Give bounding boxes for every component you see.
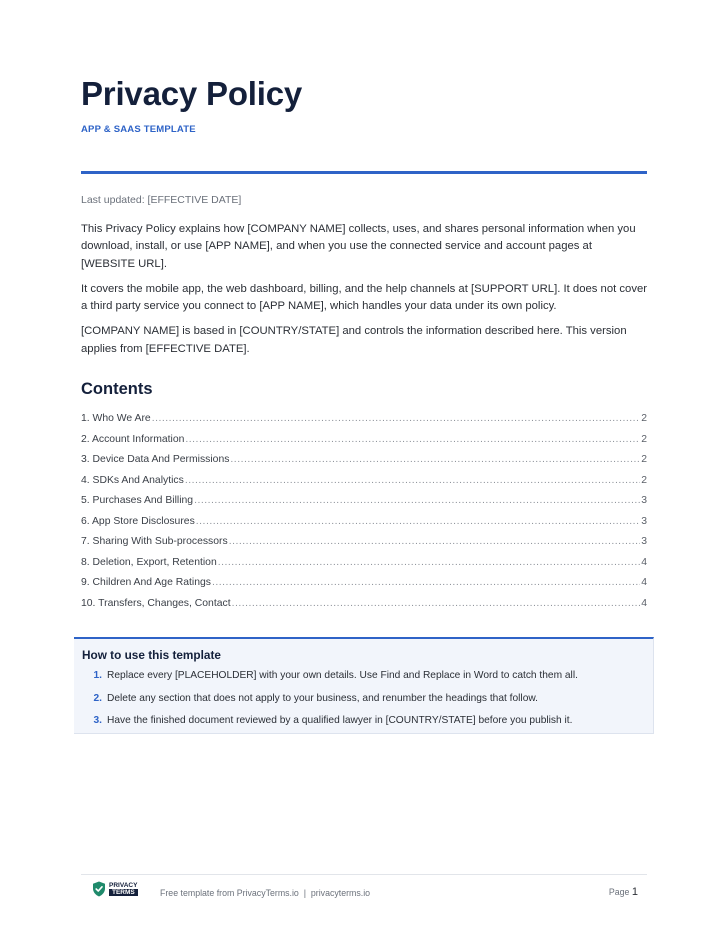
toc-entry[interactable] bbox=[81, 495, 647, 516]
table-of-contents bbox=[81, 413, 647, 618]
how-to-use-title: How to use this template bbox=[82, 648, 221, 662]
how-to-use-item-number: 3. bbox=[93, 715, 102, 726]
toc-entry-page: 4 bbox=[641, 577, 647, 588]
last-updated: Last updated: [EFFECTIVE DATE] bbox=[81, 194, 242, 206]
how-to-use-item-number: 2. bbox=[93, 692, 102, 704]
toc-entry-label: 5. Purchases And Billing bbox=[81, 495, 194, 506]
intro-paragraph: This Privacy Policy explains how [COMPANY NAME] collects, uses, and shares personal information when you download, install, or use [APP NAME], and when you use the connected service and account pages at [WEBSITE URL]. bbox=[81, 223, 636, 270]
toc-entry-label: 4. SDKs And Analytics bbox=[81, 474, 184, 486]
toc-entry-page: 2 bbox=[641, 454, 647, 465]
toc-entry[interactable] bbox=[81, 434, 647, 455]
toc-entry-page: 4 bbox=[641, 556, 647, 568]
how-to-use-item-number: 1. bbox=[93, 670, 102, 681]
shield-check-icon bbox=[92, 881, 106, 897]
toc-entry-page: 3 bbox=[641, 536, 647, 547]
toc-entry-label: 1. Who We Are bbox=[81, 413, 151, 424]
page-subtitle: APP & SAAS TEMPLATE bbox=[81, 124, 196, 135]
logo-wordmark bbox=[109, 882, 138, 896]
toc-leader-dots bbox=[232, 598, 641, 609]
toc-leader-dots bbox=[212, 577, 640, 588]
toc-entry-page: 3 bbox=[641, 495, 647, 506]
how-to-use-list bbox=[82, 670, 642, 738]
toc-entry[interactable] bbox=[81, 536, 647, 557]
page-label: Page bbox=[608, 887, 630, 897]
how-to-use-item bbox=[82, 670, 642, 693]
toc-leader-dots bbox=[152, 413, 641, 424]
toc-entry-label: 7. Sharing With Sub-processors bbox=[81, 536, 228, 547]
intro-section bbox=[81, 221, 647, 366]
toc-leader-dots bbox=[218, 557, 640, 568]
toc-leader-dots bbox=[229, 536, 641, 547]
intro-paragraph: It covers the mobile app, the web dashboard, billing, and the help channels at [SUPPORT URL]. It does not cover a third party service you connect to [APP NAME], which handles your data under its own policy. bbox=[81, 282, 648, 313]
toc-entry-page: 2 bbox=[641, 433, 647, 445]
toc-entry-label: 8. Deletion, Export, Retention bbox=[81, 556, 217, 568]
how-to-use-item bbox=[82, 693, 642, 716]
logo-line-privacy: PRIVACY bbox=[109, 882, 138, 889]
toc-entry[interactable] bbox=[81, 413, 647, 434]
toc-entry[interactable] bbox=[81, 516, 647, 537]
how-to-use-item-text: Delete any section that does not apply to your business, and renumber the headings that follow. bbox=[107, 692, 538, 704]
how-to-use-item bbox=[82, 715, 642, 738]
how-to-use-item-text: Have the finished document reviewed by a qualified lawyer in [COUNTRY/STATE] before you publish it. bbox=[107, 715, 573, 726]
toc-entry-label: 3. Device Data And Permissions bbox=[81, 454, 230, 465]
toc-entry-page: 2 bbox=[641, 413, 647, 424]
document-page bbox=[81, 0, 647, 939]
toc-entry-page: 4 bbox=[641, 597, 647, 609]
toc-entry[interactable] bbox=[81, 557, 647, 578]
toc-entry-page: 2 bbox=[641, 474, 647, 486]
toc-leader-dots bbox=[196, 516, 640, 527]
footer-credit: Free template from PrivacyTerms.io | privacyterms.io bbox=[160, 888, 371, 898]
toc-leader-dots bbox=[194, 495, 640, 506]
toc-entry-page: 3 bbox=[641, 515, 647, 527]
toc-leader-dots bbox=[230, 454, 640, 465]
intro-paragraph: [COMPANY NAME] is based in [COUNTRY/STATE] and controls the information described here. This version applies from [EFFECTIVE DATE]. bbox=[81, 325, 627, 355]
page-title: Privacy Policy bbox=[81, 75, 303, 112]
how-to-use-box bbox=[74, 637, 654, 734]
toc-entry-label: 9. Children And Age Ratings bbox=[81, 577, 211, 588]
toc-entry[interactable] bbox=[81, 577, 647, 598]
page-number bbox=[609, 886, 638, 898]
toc-leader-dots bbox=[185, 434, 640, 445]
contents-heading: Contents bbox=[81, 380, 153, 398]
header-divider bbox=[81, 171, 647, 174]
toc-entry-label: 6. App Store Disclosures bbox=[81, 515, 195, 527]
toc-entry-label: 2. Account Information bbox=[81, 433, 185, 445]
toc-entry-label: 10. Transfers, Changes, Contact bbox=[81, 597, 231, 609]
toc-entry[interactable] bbox=[81, 475, 647, 496]
page-number-value: 1 bbox=[631, 886, 638, 898]
toc-entry[interactable] bbox=[81, 454, 647, 475]
how-to-use-item-text: Replace every [PLACEHOLDER] with your own details. Use Find and Replace in Word to catch them all. bbox=[107, 670, 578, 681]
toc-entry[interactable] bbox=[81, 598, 647, 619]
logo-line-terms: TERMS bbox=[109, 889, 138, 896]
footer-divider bbox=[81, 874, 647, 875]
toc-leader-dots bbox=[185, 475, 640, 486]
privacyterms-logo bbox=[92, 881, 138, 897]
